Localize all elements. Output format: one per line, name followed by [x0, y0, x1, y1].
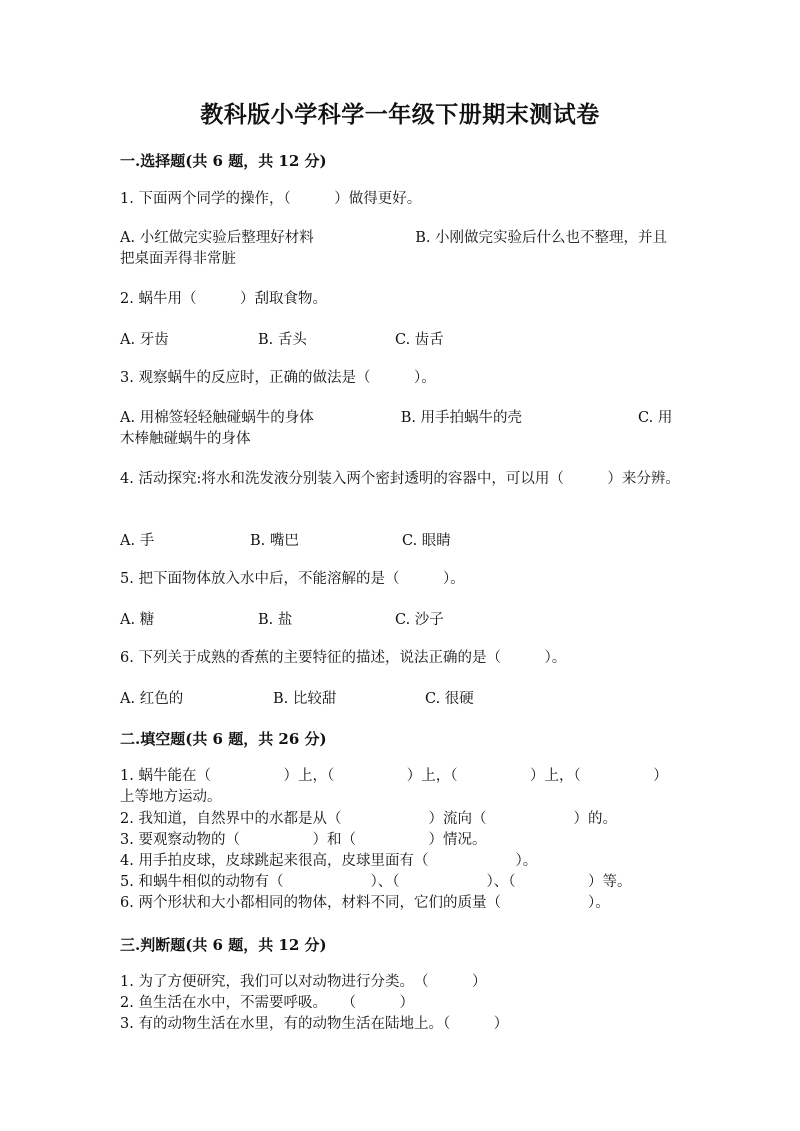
fill-item-4: 4. 用手拍皮球，皮球跳起来很高，皮球里面有（ ）。: [120, 853, 538, 869]
question-4-stem: 4. 活动探究:将水和洗发液分别装入两个密封透明的容器中，可以用（ ）来分辨。: [120, 471, 680, 487]
judge-item-3: 3. 有的动物生活在水里，有的动物生活在陆地上。（ ）: [120, 1016, 509, 1032]
section-heading-fill: 二.填空题(共 6 题，共 26 分): [120, 730, 327, 748]
question-4-option-b: B. 嘴巴: [250, 533, 299, 549]
question-2-option-b: B. 舌头: [258, 332, 307, 348]
question-2-option-c: C. 齿舌: [395, 332, 444, 348]
judge-item-1: 1. 为了方便研究，我们可以对动物进行分类。 （ ）: [120, 974, 487, 990]
question-5-option-a: A. 糖: [120, 612, 155, 628]
question-6-option-a: A. 红色的: [120, 691, 184, 707]
question-1-stem: 1. 下面两个同学的操作，（ ）做得更好。: [120, 191, 422, 207]
question-1-options: A. 小红做完实验后整理好材料 B. 小刚做完实验后什么也不整理，并且把桌面弄得非常脏: [120, 230, 668, 267]
judge-item-2: 2. 鱼生活在水中，不需要呼吸。 （ ）: [120, 995, 414, 1011]
fill-item-1: 1. 蜗牛能在（ ）上，（ ）上，（ ）上，（ ）上等地方运动。: [120, 768, 668, 805]
question-4-option-c: C. 眼睛: [402, 533, 451, 549]
question-6-stem: 6. 下列关于成熟的香蕉的主要特征的描述，说法正确的是（ ）。: [120, 650, 567, 666]
question-2-stem: 2. 蜗牛用（ ）刮取食物。: [120, 291, 327, 307]
question-2-option-a: A. 牙齿: [120, 332, 169, 348]
question-3-options: A. 用棉签轻轻触碰蜗牛的身体 B. 用手拍蜗牛的壳 C. 用木棒触碰蜗牛的身体: [120, 410, 673, 447]
question-5-option-c: C. 沙子: [395, 612, 444, 628]
question-3-stem: 3. 观察蜗牛的反应时，正确的做法是（ ）。: [120, 370, 436, 386]
fill-item-6: 6. 两个形状和大小都相同的物体，材料不同，它们的质量（ ）。: [120, 895, 610, 911]
question-4-option-a: A. 手: [120, 533, 155, 549]
section-heading-judge: 三.判断题(共 6 题，共 12 分): [120, 936, 327, 954]
question-5-option-b: B. 盐: [258, 612, 293, 628]
question-6-option-c: C. 很硬: [425, 691, 474, 707]
fill-item-3: 3. 要观察动物的（ ）和（ ）情况。: [120, 832, 487, 848]
question-6-option-b: B. 比较甜: [273, 691, 337, 707]
question-5-stem: 5. 把下面物体放入水中后，不能溶解的是（ ）。: [120, 571, 465, 587]
exam-title: 教科版小学科学一年级下册期末测试卷: [200, 101, 600, 128]
fill-item-2: 2. 我知道，自然界中的水都是从（ ）流向（ ）的。: [120, 811, 617, 827]
fill-item-5: 5. 和蜗牛相似的动物有（ ）、（ ）、（ ）等。: [120, 874, 632, 890]
section-heading-choice: 一.选择题(共 6 题，共 12 分): [120, 152, 327, 170]
